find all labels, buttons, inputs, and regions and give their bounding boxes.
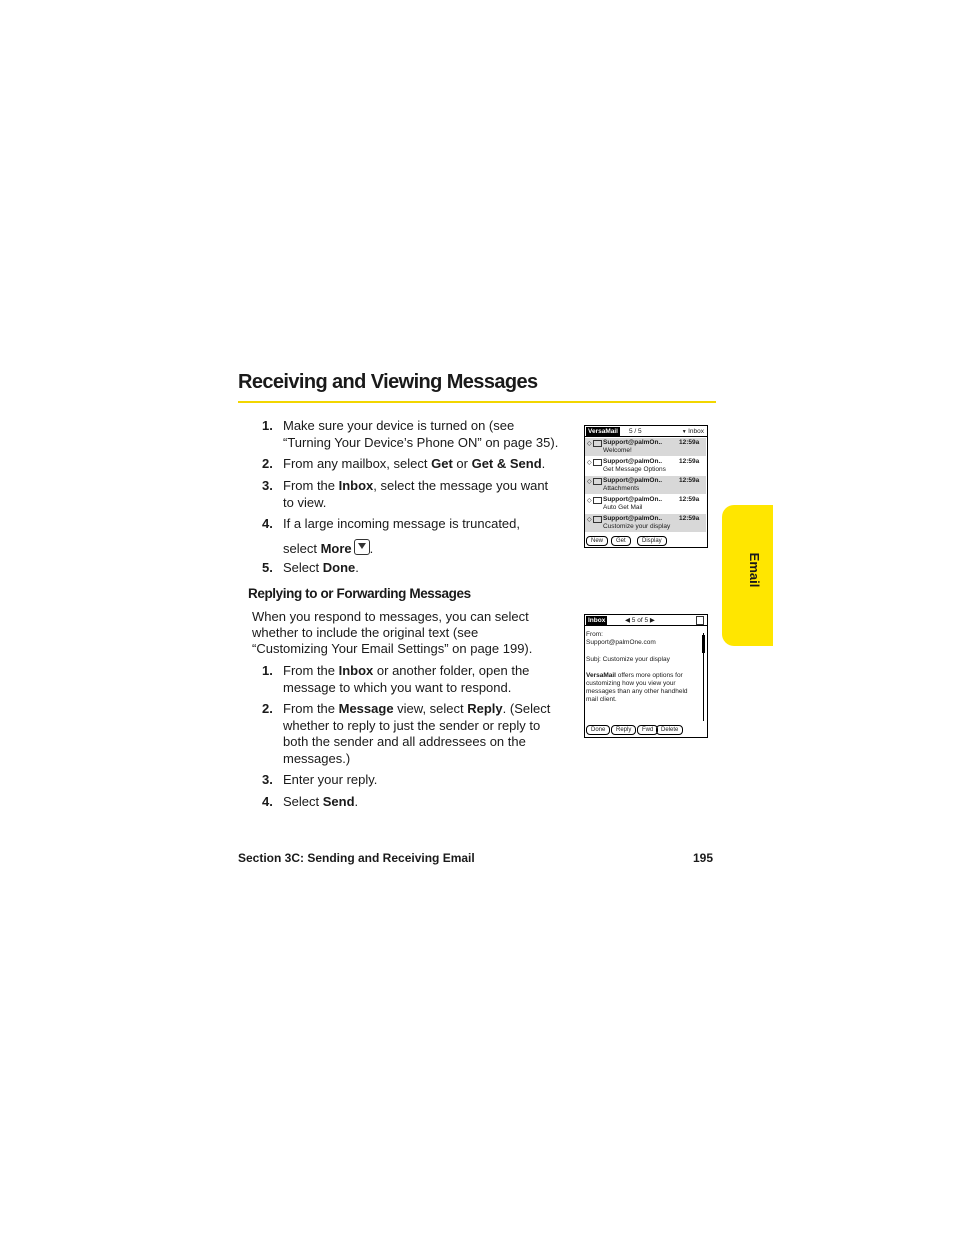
title-divider: [585, 436, 707, 437]
step-number: 4.: [262, 516, 273, 531]
get-button[interactable]: Get: [611, 536, 631, 546]
step-text: If a large incoming message is truncated,: [283, 516, 521, 531]
step-text: From the Inbox, select the message you want to view.: [283, 478, 549, 510]
chapter-tab: [722, 505, 773, 646]
step-item: [262, 478, 562, 511]
step-number: 1.: [262, 663, 273, 678]
step-text: Enter your reply.: [283, 772, 378, 787]
chapter-tab-label: Email: [747, 552, 762, 588]
unread-dot-icon: ◇: [587, 498, 592, 504]
message-row[interactable]: [585, 457, 706, 475]
message-subject: Attachments: [603, 485, 640, 492]
reply-button[interactable]: Reply: [611, 725, 636, 735]
step-item: [262, 663, 562, 696]
step-item: [262, 772, 562, 789]
message-time: 12:59a: [679, 496, 700, 503]
delete-button[interactable]: Delete: [656, 725, 683, 735]
step-number: 2.: [262, 701, 273, 716]
message-subject: Welcome!: [603, 447, 632, 454]
done-button[interactable]: Done: [586, 725, 610, 735]
step-number: 5.: [262, 560, 273, 575]
step-4-continuation: select More .: [283, 541, 374, 556]
step-item: [262, 516, 562, 533]
folder-title: Inbox: [588, 617, 606, 624]
message-subject: Customize your display: [603, 523, 671, 530]
step-number: 3.: [262, 772, 273, 787]
envelope-icon: [593, 440, 602, 447]
unread-dot-icon: ◇: [587, 441, 592, 447]
envelope-icon: [593, 497, 602, 504]
step-number: 4.: [262, 794, 273, 809]
message-subject: Get Message Options: [603, 466, 666, 473]
message-subject: Auto Get Mail: [603, 504, 643, 511]
unread-dot-icon: ◇: [587, 460, 592, 466]
subject-line: Subj: Customize your display: [586, 656, 670, 663]
new-button[interactable]: New: [586, 536, 608, 546]
step-item: [262, 794, 562, 811]
message-sender: Support@palmOn..: [603, 439, 663, 446]
message-screenshot: [584, 614, 708, 738]
inbox-screenshot: [584, 425, 708, 548]
from-label: From:: [586, 631, 603, 638]
step-item: [262, 701, 562, 767]
from-address: Support@palmOne.com: [586, 639, 656, 646]
message-time: 12:59a: [679, 515, 700, 522]
message-sender: Support@palmOn..: [603, 496, 663, 503]
unread-dot-icon: ◇: [587, 517, 592, 523]
step-number: 2.: [262, 456, 273, 471]
title-rule: [238, 401, 716, 403]
edit-icon[interactable]: [696, 616, 704, 625]
envelope-icon: [593, 478, 602, 485]
message-row[interactable]: [585, 514, 706, 532]
envelope-icon: [593, 516, 602, 523]
message-row[interactable]: [585, 476, 706, 494]
intro-paragraph: When you respond to messages, you can select whether to include the original text (see “Customizing Your Email Settings” on page 199).: [252, 609, 533, 656]
step-text: From the Message view, select Reply. (Select whether to reply to just the sender or reply to both the sender and all addressees on the messages.): [283, 701, 551, 766]
body-line: customizing how you view your: [586, 680, 676, 687]
page-title: Receiving and Viewing Messages: [238, 371, 538, 393]
message-sender: Support@palmOn..: [603, 515, 663, 522]
page-number: 195: [693, 851, 714, 865]
step-number: 1.: [262, 418, 273, 433]
envelope-icon: [593, 459, 602, 466]
message-time: 12:59a: [679, 477, 700, 484]
step-item: [262, 560, 562, 577]
unread-dot-icon: ◇: [587, 479, 592, 485]
more-icon: [354, 539, 370, 555]
message-sender: Support@palmOn..: [603, 458, 663, 465]
message-row[interactable]: [585, 495, 706, 513]
folder-picker[interactable]: ▼ Inbox: [682, 427, 704, 437]
display-button[interactable]: Display: [637, 536, 667, 546]
footer-section: Section 3C: Sending and Receiving Email: [238, 851, 475, 865]
step-item: [262, 456, 562, 473]
body-line: mail client.: [586, 696, 617, 703]
app-title: VersaMail: [588, 428, 618, 435]
step-text: Make sure your device is turned on (see “Turning Your Device’s Phone ON” on page 35).: [283, 418, 559, 450]
message-row[interactable]: [585, 438, 706, 456]
message-time: 12:59a: [679, 439, 700, 446]
section-subheading: Replying to or Forwarding Messages: [248, 586, 471, 601]
message-time: 12:59a: [679, 458, 700, 465]
message-sender: Support@palmOn..: [603, 477, 663, 484]
step-text: Select Done.: [283, 560, 359, 575]
step-text: From the Inbox or another folder, open the message to which you want to respond.: [283, 663, 530, 695]
step-text: Select Send.: [283, 794, 359, 809]
fwd-button[interactable]: Fwd: [637, 725, 658, 735]
scroll-thumb[interactable]: [702, 635, 705, 653]
step-number: 3.: [262, 478, 273, 493]
step-text: From any mailbox, select Get or Get & Send.: [283, 456, 546, 471]
body-line: messages than any other handheld: [586, 688, 688, 695]
message-count: 5 / 5: [629, 428, 642, 435]
message-nav[interactable]: ◀ 5 of 5 ▶: [625, 617, 655, 624]
body-line-1: VersaMail offers more options for: [586, 672, 683, 679]
step-item: [262, 418, 562, 451]
title-divider: [585, 625, 707, 626]
